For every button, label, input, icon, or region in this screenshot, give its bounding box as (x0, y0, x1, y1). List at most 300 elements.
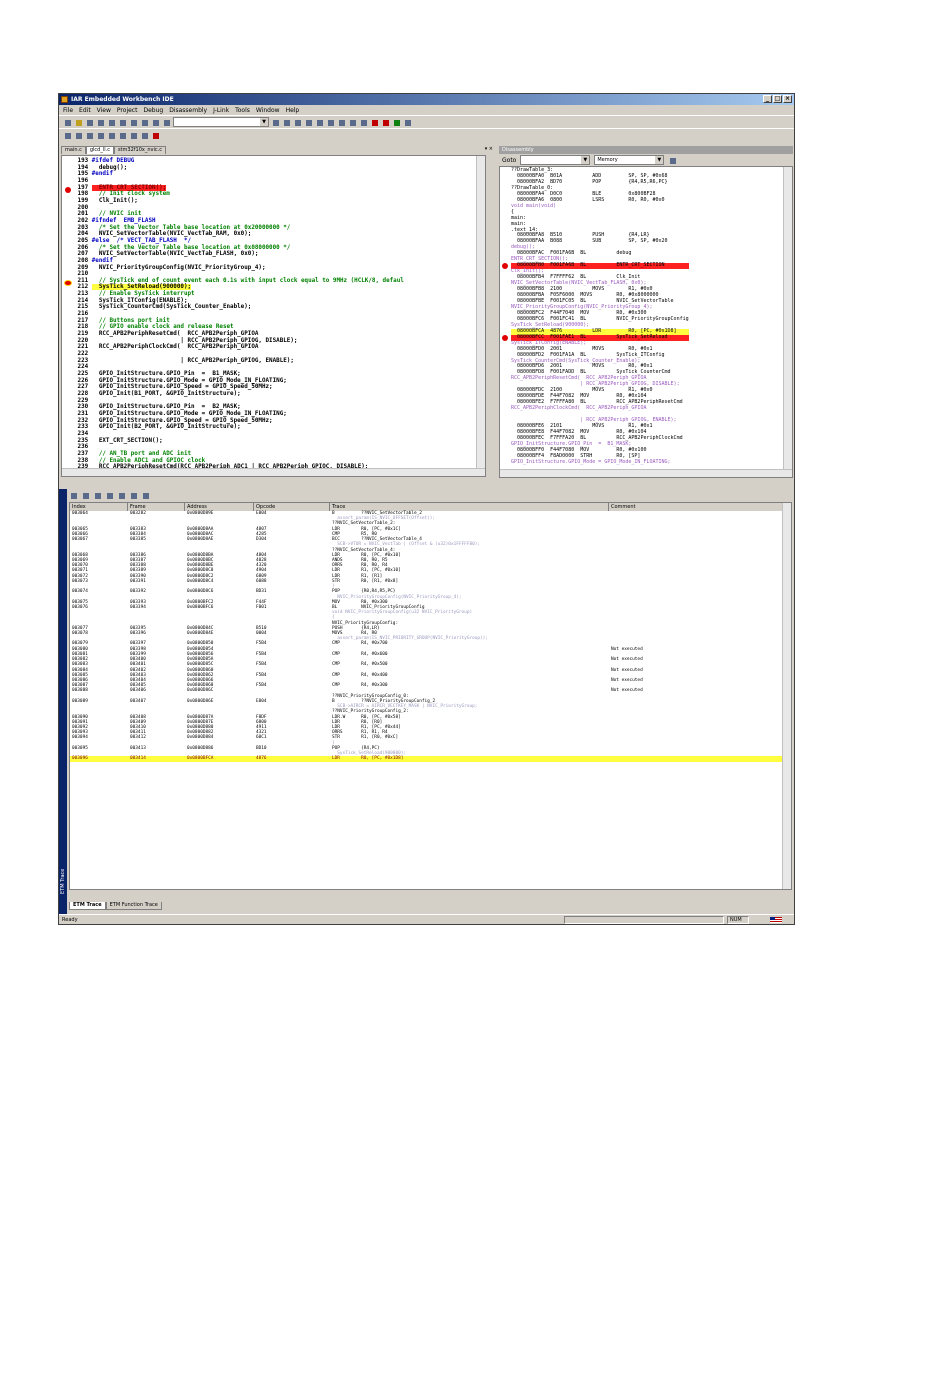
line-number: 234 (74, 430, 92, 437)
disassembly-line[interactable]: | RCC_APB2Periph_GPIOG, DISABLE); (511, 381, 680, 388)
disassembly-line[interactable]: 08000BFBA F05F6000 MOVS R0, #0x8000000 (511, 292, 659, 299)
menu-file[interactable]: File (63, 106, 74, 114)
disassembly-line[interactable]: .text_14: (511, 226, 539, 233)
menu-view[interactable]: View (96, 106, 111, 114)
find-combo[interactable] (173, 117, 269, 127)
trace-cell-i: 003067 (72, 537, 88, 543)
tab-etm-trace[interactable]: ETM Trace (69, 902, 106, 910)
trace-cell-o: 0004 (256, 631, 267, 637)
code-line[interactable] (74, 364, 404, 371)
trace-cell-f: 003410 (130, 724, 146, 730)
disassembly-line[interactable]: GPIO_InitStructure.GPIO_Pin = B1_MASK; (511, 440, 632, 447)
disassembly-line[interactable]: 08000BFE8 F44F7082 MOV R0, #0x104 (511, 428, 647, 435)
trace-cell-t: MOVS R4, R0 (332, 631, 377, 637)
disassembly-line[interactable]: ??DrawTable_3: (511, 167, 554, 173)
line-text: GPIO_InitStructure.GPIO_Pin = B2_MASK; (91, 404, 241, 411)
copy-icon[interactable] (129, 118, 138, 127)
trace-cell-i: 003086 (72, 678, 88, 683)
disassembly-line[interactable]: 08000BFBE F001FC05 BL NVIC_SetVectorTable (511, 297, 674, 304)
trace-clear-icon[interactable] (81, 491, 90, 500)
line-text: SysTick_SetReload(900000); (91, 284, 192, 291)
code-line[interactable] (74, 404, 404, 411)
line-number: 228 (74, 390, 92, 397)
redo-icon[interactable] (162, 118, 171, 127)
line-text: RCC_APB2PeriphClockCmd( RCC_APB2Periph_GPIOA (91, 344, 259, 351)
disassembly-line[interactable]: 08000BFB0 F001FA6B BL ENTR_CRT_SECTION (511, 263, 689, 269)
editor-tabs (61, 146, 496, 154)
line-text: debug(); (91, 164, 128, 171)
line-number: 199 (74, 197, 92, 204)
line-number: 232 (74, 417, 92, 424)
status-text: Ready (62, 917, 78, 923)
code-line[interactable] (74, 271, 404, 278)
close-button[interactable]: × (784, 95, 791, 102)
print-icon[interactable] (107, 118, 116, 127)
disassembly-line[interactable]: GPIO_InitStructure.GPIO_Mode = GPIO_Mode_IN_FLOATING; (511, 458, 671, 465)
line-number: 206 (74, 244, 92, 251)
trace-cell-f: 003403 (130, 672, 146, 678)
source-code[interactable] (74, 158, 404, 477)
line-number: 211 (74, 277, 92, 284)
trace-cell-f: 003390 (130, 573, 146, 579)
trace-cell-f: 003387 (130, 557, 146, 563)
new-file-icon[interactable] (63, 118, 72, 127)
disassembly-line[interactable]: SysTick_SetReload(900000); (511, 321, 590, 328)
trace-cell-a: 0x0800D8C2 (187, 573, 214, 579)
breakpoint-icon[interactable] (65, 187, 71, 193)
disassembly-line[interactable]: 08000BFE6 2101 MOVS R1, #0x1 (511, 422, 653, 429)
go-icon[interactable] (140, 131, 149, 140)
line-text: #ifndef EMB_FLASH (91, 217, 156, 224)
disassembly-line[interactable]: 08000BFA0 B01A ADD SP, SP, #0x68 (511, 172, 668, 179)
disassembly-view[interactable] (499, 166, 793, 478)
disassembly-line[interactable]: 08000BFF0 F44F7080 MOV R0, #0x100 (511, 446, 647, 453)
disassembly-line[interactable]: 08000BFCC F001FAE1 BL SysTick_SetReload (511, 335, 689, 341)
goto-input[interactable] (520, 155, 590, 165)
line-number: 204 (74, 231, 92, 238)
trace-save-icon[interactable] (129, 491, 138, 500)
trace-cell-a: 0x0800D884 (187, 735, 214, 741)
tab-main-c[interactable]: main.c (61, 146, 86, 154)
code-line[interactable] (74, 324, 404, 331)
code-line[interactable] (74, 358, 404, 365)
memory-select[interactable]: Memory ▼ (594, 155, 664, 165)
menu-tools[interactable]: Tools (235, 106, 250, 114)
line-number: 231 (74, 410, 92, 417)
trace-cell-f: 003411 (130, 730, 146, 736)
code-line[interactable] (74, 291, 404, 298)
code-line[interactable] (74, 238, 404, 245)
code-line[interactable] (74, 398, 404, 405)
reset-icon[interactable] (63, 131, 72, 140)
current-statement-arrow-icon (64, 280, 72, 286)
editor-gutter[interactable] (62, 156, 72, 476)
line-number: 212 (74, 284, 92, 291)
editor-vertical-scrollbar[interactable] (476, 156, 485, 468)
code-line[interactable] (74, 418, 404, 425)
trace-cell-o: 4904 (256, 568, 267, 574)
disassembly-line[interactable]: 08000BFDC 2100 MOVS R1, #0x0 (511, 387, 653, 394)
trace-cell-a: 0x0800D87E (187, 719, 214, 725)
disassembly-line[interactable]: ENTR_CRT_SECTION(); (511, 256, 569, 263)
disassembly-line[interactable]: 08000BFB4 F7FFFF62 BL Clk_Init (511, 274, 641, 281)
code-line[interactable] (74, 384, 404, 391)
trace-cell-i: 003091 (72, 719, 88, 725)
replace-icon[interactable] (304, 118, 313, 127)
trace-find-icon[interactable] (105, 491, 114, 500)
trace-cell-i: 003075 (72, 599, 88, 605)
code-line[interactable] (74, 231, 404, 238)
disassembly-line[interactable]: SysTick_ITConfig(ENABLE); (511, 339, 587, 346)
trace-cell-o: F5B4 (256, 683, 267, 689)
minimize-button[interactable]: _ (763, 95, 772, 103)
line-number: 210 (74, 271, 92, 278)
stop-build-icon[interactable] (370, 118, 379, 127)
trace-cell-f: 003406 (130, 688, 146, 694)
trace-cell-f: 003414 (130, 756, 146, 762)
trace-vertical-scrollbar[interactable] (782, 503, 791, 889)
stop-debugging-icon[interactable] (151, 131, 160, 140)
find-prev-icon[interactable] (293, 118, 302, 127)
disassembly-line[interactable]: 08000BFAA B088 SUB SP, SP, #0x20 (511, 238, 668, 245)
debug-icon[interactable] (392, 118, 401, 127)
goto-label: Goto (502, 156, 517, 164)
trace-cell-t: LDR R0, [PC, #0x1C] (332, 526, 401, 532)
toggle-breakpoint-icon[interactable] (381, 118, 390, 127)
undo-icon[interactable] (151, 118, 160, 127)
trace-cell-i: 003095 (72, 745, 88, 751)
trace-cell-t: SCB->VTOR = NVIC_VectTab | (Offset & (u32)0x1FFFFF80); (332, 542, 481, 548)
trace-cell-t: ORRS R1, R1, R4 (332, 730, 388, 736)
tab-etm-function-trace[interactable]: ETM Function Trace (106, 902, 162, 910)
disassembly-line[interactable]: void main(void) (511, 202, 557, 209)
trace-cell-o: 4911 (256, 724, 267, 730)
code-line[interactable] (74, 378, 404, 385)
column-trace[interactable]: Trace (330, 503, 609, 511)
trace-cell-a: 0x0800D8BC (187, 557, 214, 563)
disassembly-horizontal-scrollbar[interactable] (500, 469, 792, 477)
trace-cell-i: 003093 (72, 730, 88, 736)
trace-cell-o: F001 (256, 604, 267, 610)
trace-cell-t: SCB->AIRCR = AIRCR_VECTKEY_MASK | NVIC_PriorityGroup; (332, 704, 478, 710)
disassembly-breakpoint-icon-2[interactable] (502, 335, 508, 341)
disassembly-line[interactable]: 08000BFAC F001FA6B BL debug (511, 250, 632, 257)
trace-settings-icon[interactable] (141, 491, 150, 500)
code-line[interactable] (74, 391, 404, 398)
trace-cell-i: 003078 (72, 631, 88, 637)
compile-icon[interactable] (348, 118, 357, 127)
column-frame[interactable]: Frame (128, 503, 185, 511)
disassembly-line[interactable]: debug(); (511, 244, 536, 251)
trace-cell-a: 0x0800D880 (187, 724, 214, 730)
trace-cell-t: ??NVIC_PriorityGroupConfig_0: (332, 693, 409, 699)
trace-cell-i: 003070 (72, 563, 88, 569)
trace-cell-f: 003282 (130, 511, 146, 516)
trace-cell-o: 4321 (256, 730, 267, 736)
disassembly-line[interactable]: 08000BFF4 F8AD0000 STRH R0, [SP] (511, 452, 641, 459)
save-all-icon[interactable] (96, 118, 105, 127)
code-line[interactable] (74, 165, 404, 172)
next-bookmark-icon[interactable] (337, 118, 346, 127)
trace-cell-t: CMP R4, #0x700 (332, 641, 388, 647)
line-number: 196 (74, 177, 92, 184)
run-to-cursor-icon[interactable] (129, 131, 138, 140)
code-line[interactable] (74, 171, 404, 178)
trace-cell-i: 003069 (72, 557, 88, 563)
tab-stm32f10x-nvic-c[interactable]: stm32f10x_nvic.c (114, 146, 166, 154)
ide-window (58, 93, 795, 925)
trace-cell-f: 003409 (130, 719, 146, 725)
app-icon (61, 96, 68, 103)
disassembly-line[interactable]: 08000BFDE F44F7082 MOV R0, #0x104 (511, 393, 647, 400)
line-number: 209 (74, 264, 92, 271)
disassembly-toolbar (499, 154, 793, 166)
code-line[interactable] (74, 178, 404, 185)
trace-cell-t: SysTick_SetReload(900000); (332, 751, 407, 757)
disassembly-line[interactable]: 08000BFB8 2100 MOVS R1, #0x0 (511, 286, 653, 293)
trace-cell-m: Not executed (611, 678, 643, 683)
menu-disassembly[interactable]: Disassembly (169, 106, 208, 114)
disassembly-line[interactable]: ??DrawTable_0: (511, 184, 554, 191)
trace-cell-f: 003398 (130, 646, 146, 652)
maximize-button[interactable]: □ (774, 95, 781, 102)
menu-jlink[interactable]: J-Link (213, 106, 230, 114)
find-icon[interactable] (271, 118, 280, 127)
line-text: SysTick_CounterCmd(SysTick_Counter_Enable); (91, 304, 252, 311)
code-line[interactable] (74, 451, 404, 458)
code-line[interactable] (74, 265, 404, 272)
code-line[interactable] (74, 251, 404, 258)
trace-cell-i: 003092 (72, 724, 88, 730)
trace-cell-i: 003096 (72, 756, 88, 762)
line-text: NVIC_SetVectorTable(NVIC_VectTab_RAM, 0x0); (91, 231, 252, 238)
code-line[interactable] (74, 411, 404, 418)
save-icon[interactable] (85, 118, 94, 127)
trace-cell-a: 0x0800D860 (187, 667, 214, 673)
line-number: 202 (74, 217, 92, 224)
trace-cell-o: E004 (256, 511, 267, 516)
disassembly-line[interactable]: 08000BFEC F7FFFA20 BL RCC_APB2PeriphClockCmd (511, 434, 683, 441)
step-into-icon[interactable] (96, 131, 105, 140)
code-line[interactable] (74, 278, 404, 285)
line-text: /* Set the Vector Table base location at 0x08000000 */ (91, 244, 291, 251)
line-number: 208 (74, 257, 92, 264)
line-number: 225 (74, 371, 92, 377)
debug-no-download-icon[interactable] (403, 118, 412, 127)
column-index[interactable]: Index (70, 503, 128, 511)
trace-cell-a: 0x0800D8C0 (187, 568, 214, 574)
disassembly-line[interactable]: 08000BFD8 F001FADD BL SysTick_CounterCmd (511, 369, 671, 376)
trace-cell-t: } (332, 584, 335, 590)
disassembly-breakpoint-icon[interactable] (502, 263, 508, 269)
column-opcode[interactable]: Opcode (254, 503, 330, 511)
code-line[interactable] (74, 211, 404, 218)
menu-help[interactable]: Help (285, 106, 300, 114)
trace-cell-a: 0x0800D886 (187, 745, 214, 751)
trace-cell-t: assert_param(IS_NVIC_PRIORITY_GROUP(NVIC_PriorityGroup)); (332, 636, 488, 642)
disassembly-line[interactable]: 08000BFA6 0800 LSRS R0, R0, #0x0 (511, 196, 665, 203)
menu-debug[interactable]: Debug (143, 106, 164, 114)
code-line[interactable] (74, 225, 404, 232)
code-line[interactable] (74, 284, 404, 291)
trace-cell-o: E004 (256, 698, 267, 704)
line-text: #ifdef DEBUG (91, 158, 135, 164)
cut-icon[interactable] (118, 118, 127, 127)
disassembly-line[interactable]: RCC_APB2PeriphResetCmd( RCC_APB2Periph_GPIOA (511, 375, 647, 382)
code-line[interactable] (74, 311, 404, 318)
trace-cell-i: 003077 (72, 625, 88, 631)
code-line[interactable] (74, 438, 404, 445)
etm-trace-table[interactable] (69, 502, 792, 890)
trace-cell-o: 4876 (256, 756, 267, 762)
code-line[interactable] (74, 185, 404, 192)
disassembly-line[interactable]: SysTick_CounterCmd(SysTick_Counter_Enable); (511, 357, 641, 364)
disassembly-line[interactable]: { (511, 208, 515, 215)
code-line[interactable] (74, 191, 404, 198)
make-icon[interactable] (359, 118, 368, 127)
trace-cell-f: 003402 (130, 667, 146, 673)
code-line[interactable] (74, 158, 404, 165)
goto-icon[interactable] (315, 118, 324, 127)
trace-power-icon[interactable] (69, 491, 78, 500)
trace-cell-f: 003391 (130, 578, 146, 584)
line-number: 222 (74, 351, 92, 358)
trace-cell-o: F5B4 (256, 651, 267, 657)
column-comment[interactable]: Comment (609, 503, 784, 511)
disassembly-line[interactable]: Clk_Init(); (511, 268, 545, 275)
menu-edit[interactable]: Edit (79, 106, 91, 114)
trace-filter-icon[interactable] (117, 491, 126, 500)
trace-row[interactable] (70, 756, 782, 761)
code-line[interactable] (74, 318, 404, 325)
trace-cell-a: 0x0800D85C (187, 662, 214, 668)
line-text: RCC_APB2PeriphResetCmd( RCC_APB2Periph_GPIOA (91, 331, 259, 338)
disassembly-line[interactable]: 08000BFC2 F44F7040 MOV R0, #0x300 (511, 309, 647, 316)
line-text: // Init clock system (91, 191, 170, 198)
disassembly-vertical-scrollbar[interactable] (783, 167, 792, 469)
disassembly-line[interactable]: 08000BFC6 F001FC41 BL NVIC_PriorityGroupConfig (511, 315, 689, 322)
trace-cell-t: CMP R5, R0 (332, 531, 377, 537)
paste-icon[interactable] (140, 118, 149, 127)
disassembly-line[interactable]: NVIC_SetVectorTable(NVIC_VectTab_FLASH, 0x0); (511, 280, 647, 287)
disassembly-line[interactable]: | RCC_APB2Periph_GPIOG, ENABLE); (511, 417, 677, 424)
debug-toolbar (59, 128, 794, 141)
trace-cell-t: STR R0, [R1, #0x8] (332, 578, 399, 584)
disassembly-line[interactable]: 08000BFD0 2001 MOVS R0, #0x1 (511, 345, 653, 352)
editor-pane-buttons[interactable]: ▾ × (484, 146, 493, 152)
trace-bottom-tabs (69, 902, 792, 910)
trace-cell-t: LDR R1, [PC, #0x44] (332, 724, 401, 730)
disassembly-line[interactable]: RCC_APB2PeriphClockCmd( RCC_APB2Periph_GPIOA (511, 405, 647, 412)
menu-window[interactable]: Window (255, 106, 280, 114)
trace-cell-a: 0x0800D854 (187, 646, 214, 652)
disassembly-line[interactable]: 08000BFA2 BD70 POP {R4,R5,R6,PC} (511, 178, 668, 185)
disassembly-line[interactable]: NVIC_PriorityGroupConfig(NVIC_PriorityGroup_4); (511, 303, 653, 310)
code-line[interactable] (74, 205, 404, 212)
code-line[interactable] (74, 298, 404, 305)
menu-project[interactable]: Project (116, 106, 138, 114)
disassembly-title: Disassembly (499, 146, 793, 154)
code-line[interactable] (74, 258, 404, 265)
trace-cell-f: 003400 (130, 657, 146, 663)
bookmark-icon[interactable] (326, 118, 335, 127)
column-address[interactable]: Address (185, 503, 254, 511)
next-statement-icon[interactable] (118, 131, 127, 140)
etm-trace-side-tab[interactable] (59, 489, 67, 914)
disassembly-mode-icon[interactable] (668, 156, 677, 165)
code-line[interactable] (74, 444, 404, 451)
code-line[interactable] (74, 304, 404, 311)
disassembly-line[interactable]: 08000BFA4 D0C0 BLE 0x800BF28 (511, 190, 656, 197)
editor-horizontal-scrollbar[interactable] (62, 468, 485, 476)
trace-cell-m: Not executed (611, 688, 643, 694)
trace-cell-a: 0x0800D86C (187, 688, 214, 694)
code-line[interactable] (74, 198, 404, 205)
trace-cell-f: 003397 (130, 641, 146, 647)
disassembly-line[interactable]: main: (511, 214, 527, 221)
line-number: 195 (74, 171, 92, 178)
step-over-icon[interactable] (85, 131, 94, 140)
code-line[interactable] (74, 458, 404, 465)
disassembly-line[interactable]: 08000BFD6 2001 MOVS R0, #0x1 (511, 363, 653, 370)
line-number: 216 (74, 311, 92, 318)
code-line[interactable] (74, 218, 404, 225)
code-line[interactable] (74, 245, 404, 252)
source-editor[interactable] (61, 155, 486, 477)
line-text: GPIO_InitStructure.GPIO_Mode = GPIO_Mode_IN_FLOATING; (91, 377, 287, 384)
trace-cell-i: 003072 (72, 573, 88, 579)
trace-cell-t: BCC ??NVIC_SetVectorTable_4 (332, 537, 422, 543)
trace-cell-f: 003395 (130, 625, 146, 631)
trace-cell-f: 003408 (130, 714, 146, 720)
disassembly-line[interactable]: 08000BFD2 F001FA1A BL SysTick_ITConfig (511, 351, 665, 358)
trace-cell-t: } (332, 740, 335, 746)
line-text: #else /* VECT_TAB_FLASH */ (91, 237, 192, 244)
trace-cell-f: 003386 (130, 552, 146, 558)
open-file-icon[interactable] (74, 118, 83, 127)
trace-cell-i: 003076 (72, 604, 88, 610)
code-line[interactable] (74, 331, 404, 338)
trace-cell-i: 003090 (72, 714, 88, 720)
code-line[interactable] (74, 344, 404, 351)
find-next-icon[interactable] (282, 118, 291, 127)
line-text: // AN_TB port and ADC init (91, 450, 192, 457)
line-number: 218 (74, 324, 92, 331)
title-bar (59, 94, 794, 105)
code-line[interactable] (74, 431, 404, 438)
step-out-icon[interactable] (107, 131, 116, 140)
trace-cell-o: 4807 (256, 526, 267, 532)
disassembly-line[interactable]: main: (511, 220, 527, 227)
code-line[interactable] (74, 351, 404, 358)
main-toolbar (59, 115, 794, 128)
tab-glcd-ll-c[interactable]: glcd_ll.c (86, 146, 114, 154)
line-number: 238 (74, 457, 92, 464)
code-line[interactable] (74, 371, 404, 378)
break-icon[interactable] (74, 131, 83, 140)
disassembly-line[interactable]: 08000BFE2 F7FFFA80 BL RCC_APB2PeriphResetCmd (511, 399, 683, 406)
code-line[interactable] (74, 424, 404, 431)
line-text: GPIO_Init(B2_PORT, &GPIO_InitStructure); (91, 424, 241, 431)
trace-cell-t: B ??NVIC_SetVectorTable_2 (332, 511, 422, 516)
trace-cell-a: 0x0800BFC2 (187, 599, 214, 605)
disassembly-line[interactable]: 08000BFCA 4876 LDR R0, [PC, #0x1D8] (511, 329, 689, 335)
code-line[interactable] (74, 338, 404, 345)
disassembly-lines[interactable] (511, 168, 689, 466)
trace-browse-icon[interactable] (93, 491, 102, 500)
trace-cell-t: CMP R4, #0x600 (332, 651, 388, 657)
disassembly-line[interactable]: 08000BFA8 B510 PUSH {R4,LR} (511, 232, 650, 239)
